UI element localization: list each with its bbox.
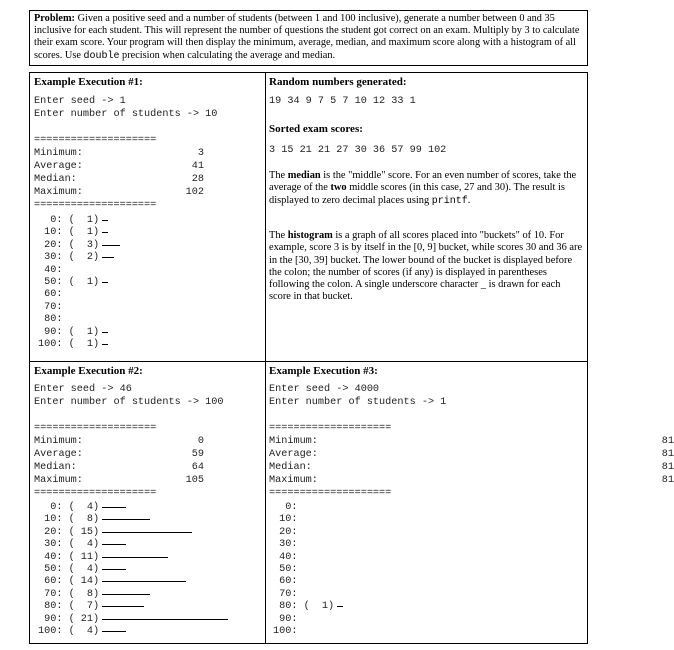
- histogram-bucket-label: 100: ( 4): [38, 626, 100, 637]
- median-text-4: .: [467, 194, 471, 206]
- histogram-bucket-label: 10: ( 1): [38, 227, 100, 239]
- stat-value: 81: [661, 475, 674, 486]
- ex3-separator-top: ====================: [269, 423, 392, 434]
- ex2-title: Example Execution #2:: [34, 365, 143, 377]
- ex1-histogram-row: [38, 277, 108, 290]
- row-divider: [30, 361, 587, 362]
- ex3-histogram-row: [273, 539, 297, 552]
- histogram-bucket-label: 90: ( 1): [38, 326, 100, 338]
- ex1-input-students: Enter number of students -> 10: [34, 109, 218, 120]
- ex2-histogram-row: [38, 576, 186, 589]
- ex3-histogram-row: [273, 601, 343, 614]
- ex2-histogram-row: [38, 539, 126, 552]
- histogram-bucket-label: 30:: [273, 539, 298, 551]
- stat-label: Maximum:: [34, 475, 83, 486]
- stat-value: 81: [661, 436, 674, 447]
- ex2-histogram-row: [38, 626, 126, 639]
- histogram-bar: [102, 631, 126, 632]
- ex2-input-seed: Enter seed -> 46: [34, 384, 132, 395]
- ex1-histogram-row: [38, 265, 62, 278]
- problem-label: Problem:: [34, 13, 75, 24]
- histogram-bucket-label: 60: ( 14): [38, 576, 100, 588]
- histogram-bucket-label: 70:: [38, 301, 63, 313]
- column-divider: [265, 73, 266, 643]
- ex1-histogram-row: [38, 252, 114, 265]
- stat-value: 3: [197, 148, 204, 159]
- histogram-bar: [102, 332, 108, 333]
- histogram-bucket-label: 80: ( 1): [273, 601, 335, 613]
- ex3-histogram-row: [273, 527, 297, 540]
- histogram-bucket-label: 70: ( 8): [38, 588, 100, 600]
- problem-statement: [29, 10, 588, 66]
- ex2-histogram-row: [38, 502, 126, 515]
- stat-value: 0: [197, 436, 204, 447]
- histogram-bucket-label: 90: ( 21): [38, 613, 100, 625]
- previous-page-fragment: [30, 0, 590, 2]
- ex1-separator-top: ====================: [34, 135, 157, 146]
- histogram-bucket-label: 50: ( 4): [38, 564, 100, 575]
- histogram-bucket-label: 10: ( 8): [38, 514, 100, 526]
- histogram-bar: [102, 569, 126, 570]
- median-text-3: middle scores (in this case, 27 and 30). The result is displayed to zero decimal places using: [269, 182, 565, 206]
- random-values: 19 34 9 7 5 7 10 12 33 1: [269, 96, 416, 107]
- ex2-histogram-row: [38, 614, 228, 627]
- examples-table: [29, 72, 674, 644]
- stat-label: Maximum:: [34, 187, 83, 198]
- ex2-input-students: Enter number of students -> 100: [34, 397, 224, 408]
- histogram-bucket-label: 20: ( 3): [38, 239, 100, 251]
- histogram-explanation: [269, 230, 584, 304]
- histogram-bucket-label: 40:: [273, 551, 298, 563]
- histogram-bucket-label: 60:: [38, 289, 63, 301]
- histogram-bucket-label: 80: ( 7): [38, 601, 100, 613]
- stat-value: 81: [661, 449, 674, 460]
- histogram-bar: [102, 519, 150, 520]
- histogram-bar: [102, 344, 108, 345]
- random-title: Random numbers generated:: [269, 76, 407, 88]
- stat-value: 64: [191, 462, 204, 473]
- histogram-bucket-label: 0:: [273, 502, 298, 513]
- histogram-bar: [102, 594, 150, 595]
- ex1-histogram-row: [38, 289, 62, 302]
- sorted-values: 3 15 21 21 27 30 36 57 99 102: [269, 145, 447, 156]
- ex1-histogram-row: [38, 240, 120, 253]
- ex2-histogram-row: [38, 601, 144, 614]
- histogram-bar: [102, 245, 120, 246]
- ex3-input-seed: Enter seed -> 4000: [269, 384, 380, 395]
- ex3-title: Example Execution #3:: [269, 365, 378, 377]
- stat-label: Average:: [269, 449, 318, 460]
- problem-text-a: Given a positive seed and a number of students (between 1 and 100 inclusive), generate a number between 0 and 35 inclusive for each student. This will represent the number of questions the student got correct on an exam. Multiply by 3 to calculate their exam score. Your program will then display the minimum, average, median, and maximum score along with a histogram of all scores. Use: [34, 13, 580, 61]
- histogram-bar: [102, 232, 108, 233]
- ex2-histogram-row: [38, 589, 150, 602]
- stat-label: Minimum:: [269, 436, 318, 447]
- ex3-histogram-row: [273, 576, 297, 589]
- stat-value: 81: [661, 462, 674, 473]
- ex2-histogram-row: [38, 514, 150, 527]
- histogram-bar: [102, 557, 168, 558]
- ex1-histogram-row: [38, 327, 108, 340]
- histogram-bar: [102, 619, 228, 620]
- histogram-bucket-label: 50: ( 1): [38, 277, 100, 288]
- histogram-bucket-label: 20:: [273, 526, 298, 538]
- ex2-histogram-row: [38, 564, 126, 577]
- hist-bold: histogram: [287, 230, 333, 241]
- ex3-histogram-row: [273, 589, 297, 602]
- histogram-bucket-label: 70:: [273, 588, 298, 600]
- histogram-bucket-label: 0: ( 4): [38, 502, 100, 513]
- histogram-bucket-label: 80:: [38, 314, 63, 326]
- histogram-bar: [102, 532, 192, 533]
- sorted-title: Sorted exam scores:: [269, 123, 363, 135]
- histogram-bar: [102, 282, 108, 283]
- histogram-bucket-label: 100:: [273, 626, 298, 637]
- ex2-separator-bottom: ====================: [34, 488, 157, 499]
- ex1-histogram-row: [38, 215, 108, 228]
- histogram-bucket-label: 20: ( 15): [38, 526, 100, 538]
- stat-value: 105: [185, 475, 204, 486]
- histogram-bar: [102, 507, 126, 508]
- stat-value: 28: [191, 174, 204, 185]
- ex3-histogram-row: [273, 514, 297, 527]
- median-text-1: The: [269, 170, 288, 181]
- histogram-bucket-label: 50:: [273, 564, 298, 575]
- histogram-bucket-label: 0: ( 1): [38, 215, 100, 226]
- median-code: printf: [431, 195, 468, 207]
- ex3-histogram-row: [273, 552, 297, 565]
- histogram-bar: [102, 220, 108, 221]
- hist-text-1: The: [269, 230, 288, 241]
- stat-value: 102: [185, 187, 204, 198]
- ex3-separator-bottom: ====================: [269, 488, 392, 499]
- ex3-histogram-row: [273, 626, 297, 639]
- ex1-histogram-row: [38, 302, 62, 315]
- ex3-histogram-row: [273, 614, 297, 627]
- ex1-histogram-row: [38, 339, 108, 352]
- median-bold: median: [287, 170, 321, 181]
- histogram-bar: [102, 606, 144, 607]
- median-explanation: [269, 170, 584, 208]
- ex3-input-students: Enter number of students -> 1: [269, 397, 447, 408]
- histogram-bucket-label: 30: ( 4): [38, 539, 100, 551]
- histogram-bar: [102, 257, 114, 258]
- ex1-histogram-row: [38, 314, 62, 327]
- median-text-2: is the "middle" score. For an even number of scores, take the average of the: [269, 170, 577, 194]
- histogram-bucket-label: 60:: [273, 576, 298, 588]
- histogram-bar: [102, 581, 186, 582]
- histogram-bar: [102, 544, 126, 545]
- histogram-bucket-label: 90:: [273, 613, 298, 625]
- stat-label: Maximum:: [269, 475, 318, 486]
- ex3-histogram-row: [273, 502, 297, 515]
- ex1-histogram-row: [38, 227, 108, 240]
- problem-code: double: [83, 50, 120, 62]
- histogram-bucket-label: 30: ( 2): [38, 252, 100, 264]
- histogram-bar: [337, 606, 343, 607]
- stat-value: 41: [191, 161, 204, 172]
- ex2-separator-top: ====================: [34, 423, 157, 434]
- ex3-histogram-row: [273, 564, 297, 577]
- histogram-bucket-label: 40:: [38, 264, 63, 276]
- stat-label: Minimum:: [34, 436, 83, 447]
- ex1-title: Example Execution #1:: [34, 76, 143, 88]
- histogram-bucket-label: 100: ( 1): [38, 339, 100, 350]
- stat-label: Average:: [34, 161, 83, 172]
- hist-text-2: is a graph of all scores placed into "buckets" of 10. For example, score 3 is by itself in the [0, 9] bucket, while scores 30 and 36 are in the [30, 39] bucket. The lower bound of the bucket is displayed before the colon; the number of scores (if any) is displayed in parentheses following the colon. A single underscore character _ is drawn for each score in that bucket.: [269, 230, 583, 303]
- ex2-histogram-row: [38, 552, 168, 565]
- problem-text-b: precision when calculating the average and median.: [119, 49, 336, 61]
- ex2-histogram-row: [38, 527, 192, 540]
- ex1-separator-bottom: ====================: [34, 200, 157, 211]
- median-bold-two: two: [330, 182, 347, 194]
- stat-label: Median:: [269, 462, 312, 473]
- stat-value: 59: [191, 449, 204, 460]
- stat-label: Average:: [34, 449, 83, 460]
- histogram-bucket-label: 40: ( 11): [38, 551, 100, 563]
- stat-label: Median:: [34, 462, 77, 473]
- stat-label: Median:: [34, 174, 77, 185]
- ex1-input-seed: Enter seed -> 1: [34, 96, 126, 107]
- stat-label: Minimum:: [34, 148, 83, 159]
- histogram-bucket-label: 10:: [273, 514, 298, 526]
